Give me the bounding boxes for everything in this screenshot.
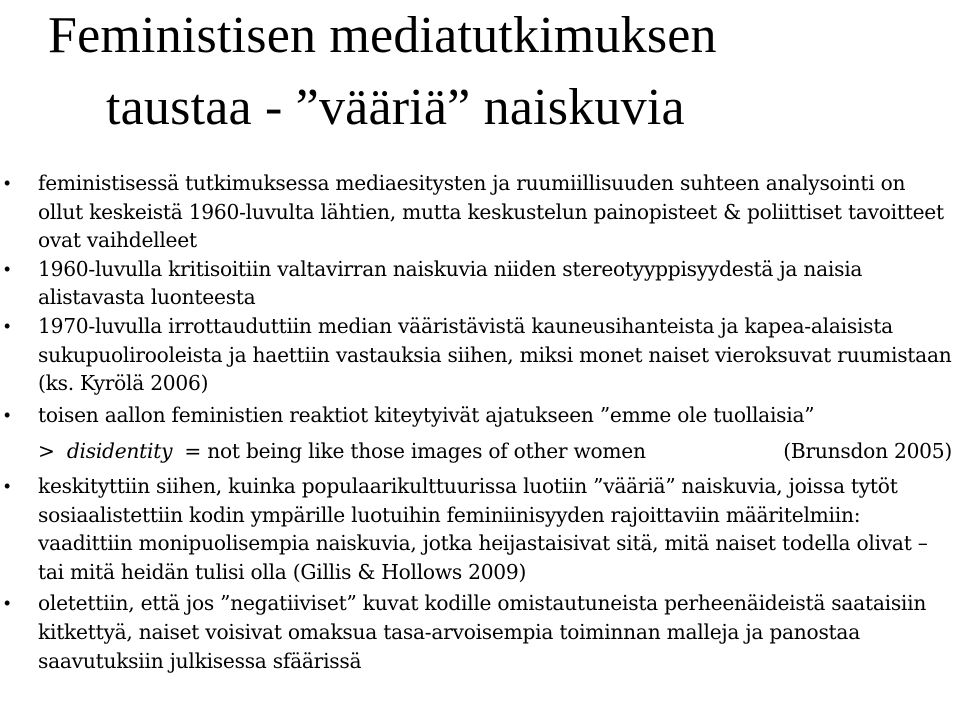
bullet-icon: • xyxy=(4,173,11,193)
disidentity-prefix: > xyxy=(38,439,55,464)
bullet-icon: • xyxy=(4,315,11,336)
slide-title xyxy=(48,0,948,144)
disidentity-citation: (Brunsdon 2005) xyxy=(783,439,952,464)
bullet-list xyxy=(0,169,960,675)
slide-title-line-1: Feministisen mediatutkimuksen xyxy=(48,7,717,64)
bullet-text-1: feministisessä tutkimuksessa mediaesitysten ja ruumiillisuuden suhteen analysointi on ollut keskeistä 1960-luvulta lähtien, mutta keskustelun painopisteet & poliittiset tavoitteet ovat vaihdelleet xyxy=(38,171,944,253)
slide-title-line-2: taustaa - ”vääriä” naiskuvia xyxy=(106,79,685,136)
bullet-icon: • xyxy=(4,404,11,425)
bullet-text-2: 1960-luvulla kritisoitiin valtavirran naiskuvia niiden stereotyyppisyydestä ja naisia alistavasta luonteesta xyxy=(38,256,863,310)
bullet-item-2 xyxy=(0,255,960,312)
bullet-item-1 xyxy=(0,169,960,255)
disidentity-line xyxy=(38,437,646,466)
bullet-text-4: toisen aallon feministien reaktiot kiteytyivät ajatukseen ”emme ole tuollaisia” xyxy=(38,402,815,427)
bullet-icon: • xyxy=(4,593,11,614)
bullet-icon: • xyxy=(4,258,11,279)
bullet-text-5: keskityttiin siihen, kuinka populaarikulttuurissa luotiin ”vääriä” naiskuvia, joissa tytöt sosiaalistettiin kodin ympärille luotuihin feminiinisyyden rajoittaviin määritelmiin: vaadittiin monipuolisempia naiskuvia, jotka heijastaisivat sitä, mitä naiset todella olivat – tai mitä heidän tulisi olla (Gillis & Hollows 2009) xyxy=(38,473,928,584)
disidentity-definition xyxy=(0,437,960,466)
disidentity-term: disidentity xyxy=(66,439,173,464)
bullet-icon: • xyxy=(4,475,11,496)
disidentity-definition-text: = not being like those images of other women xyxy=(184,439,646,464)
bullet-item-5 xyxy=(0,472,960,586)
bullet-item-3 xyxy=(0,312,960,398)
bullet-text-6: oletettiin, että jos ”negatiiviset” kuvat kodille omistautuneista perheenäideistä saataisiin kitkettyä, naiset voisivat omaksua tasa-arvoisempia toiminnan malleja ja panostaa saavutuksiin julkisessa sfäärissä xyxy=(38,591,927,673)
bullet-item-6 xyxy=(0,589,960,675)
bullet-item-4 xyxy=(0,401,960,430)
bullet-text-3: 1970-luvulla irrottauduttiin median vääristävistä kauneusihanteista ja kapea-alaisista sukupuolirooleista ja haettiin vastauksia siihen, miksi monet naiset vieroksuvat ruumistaan (ks. Kyrölä 2006) xyxy=(38,313,952,396)
